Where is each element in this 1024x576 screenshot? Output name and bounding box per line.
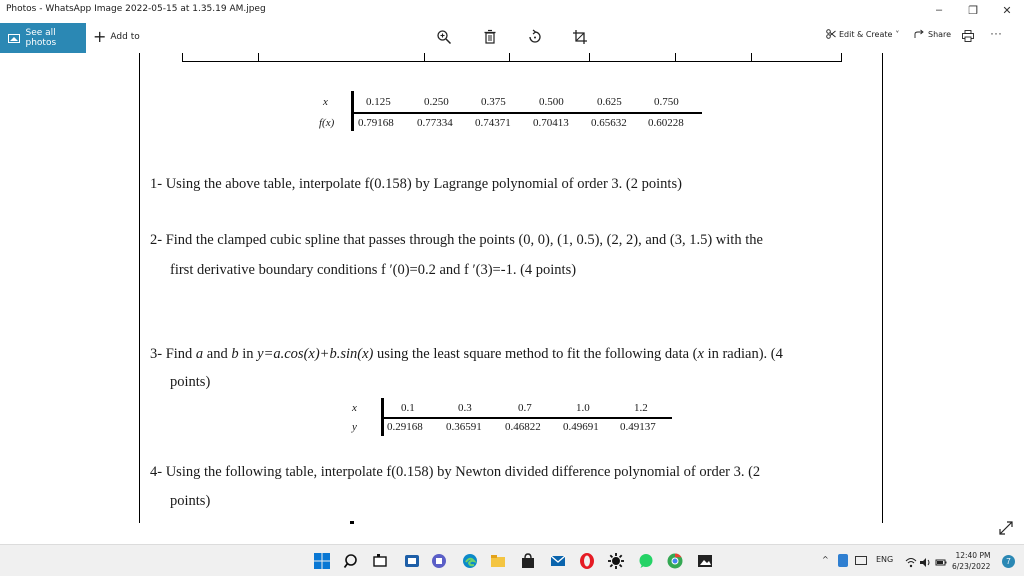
opera-icon[interactable] <box>578 552 596 570</box>
question-3-line-2: points) <box>170 374 211 390</box>
table1-f-cell: 0.70413 <box>533 117 569 129</box>
zoom-icon <box>436 29 452 45</box>
cropped-table-mark <box>350 521 354 524</box>
clock[interactable] <box>952 550 990 572</box>
table1-x-label: x <box>323 96 328 108</box>
task-view-icon[interactable] <box>371 552 389 570</box>
edge-icon[interactable] <box>461 552 479 570</box>
minimize-button[interactable]: – <box>935 4 943 16</box>
bluetooth-icon[interactable] <box>838 554 848 567</box>
file-explorer-icon[interactable] <box>489 552 507 570</box>
taskbar <box>0 544 1024 576</box>
crop-button[interactable] <box>569 28 591 46</box>
table2-y-cell: 0.49691 <box>563 421 599 433</box>
language-indicator[interactable]: ENG <box>876 555 894 564</box>
maximize-button[interactable]: ❐ <box>968 4 978 17</box>
share-icon <box>914 29 925 39</box>
volume-icon[interactable] <box>919 555 932 573</box>
chrome-icon[interactable] <box>666 552 684 570</box>
table1-x-cell: 0.750 <box>654 96 679 108</box>
table1-x-cell: 0.125 <box>366 96 391 108</box>
add-to-button[interactable] <box>93 28 140 46</box>
settings-icon[interactable] <box>607 552 625 570</box>
photo-viewer <box>0 53 1024 544</box>
photos-icon[interactable] <box>696 552 714 570</box>
add-to-label: Add to <box>110 32 140 42</box>
photo-icon <box>8 34 20 43</box>
print-icon <box>962 30 974 42</box>
share-button[interactable] <box>914 29 951 39</box>
table1-f-cell: 0.65632 <box>591 117 627 129</box>
print-button[interactable] <box>962 29 974 47</box>
delete-icon <box>483 29 497 45</box>
toolbar <box>0 20 1024 53</box>
rotate-icon <box>527 29 543 45</box>
tray-chevron-icon[interactable]: ^ <box>822 555 829 564</box>
table1-x-cell: 0.250 <box>424 96 449 108</box>
store-icon[interactable] <box>519 552 537 570</box>
plus-icon: + <box>93 27 107 46</box>
expand-icon <box>998 520 1014 536</box>
table2-x-cell: 0.7 <box>518 402 532 414</box>
more-options-button[interactable]: ··· <box>990 26 1002 40</box>
app-icon[interactable] <box>403 552 421 570</box>
keyboard-icon[interactable] <box>855 556 867 565</box>
crop-icon <box>572 29 588 45</box>
clock-date: 6/23/2022 <box>952 562 991 571</box>
table1-f-cell: 0.74371 <box>475 117 511 129</box>
question-4-line-2: points) <box>170 493 211 509</box>
table2-y-cell: 0.49137 <box>620 421 656 433</box>
table1-x-cell: 0.375 <box>481 96 506 108</box>
delete-button[interactable] <box>479 28 501 46</box>
see-all-photos-label: See all photos <box>25 28 57 48</box>
table2-y-cell: 0.46822 <box>505 421 541 433</box>
table2-x-cell: 1.0 <box>576 402 590 414</box>
table2-x-cell: 1.2 <box>634 402 648 414</box>
search-icon[interactable] <box>343 552 361 570</box>
table1-f-cell: 0.60228 <box>648 117 684 129</box>
table2-x-cell: 0.1 <box>401 402 415 414</box>
table2-y-cell: 0.36591 <box>446 421 482 433</box>
window-title: Photos - WhatsApp Image 2022-05-15 at 1.35.19 AM.jpeg <box>6 4 266 14</box>
title-bar <box>0 0 1024 20</box>
cropped-table-top <box>182 53 842 62</box>
chevron-down-icon: ˅ <box>895 29 900 39</box>
edit-create-button[interactable] <box>826 29 899 39</box>
wifi-icon[interactable] <box>905 555 917 573</box>
battery-icon[interactable] <box>935 555 948 573</box>
question-3-line-1: 3- Find a and b in y=a.cos(x)+b.sin(x) using the least square method to fit the following data (x in radian). (4 <box>150 346 783 362</box>
zoom-button[interactable] <box>433 28 455 46</box>
page-border-left <box>139 53 140 523</box>
question-2-line-1: 2- Find the clamped cubic spline that passes through the points (0, 0), (1, 0.5), (2, 2), and (3, 1.5) with the <box>150 232 763 248</box>
table2-y-label: y <box>352 421 357 433</box>
edit-create-label: Edit & Create <box>839 29 893 39</box>
table2-y-cell: 0.29168 <box>387 421 423 433</box>
teams-icon[interactable] <box>430 552 448 570</box>
table1-f-cell: 0.79168 <box>358 117 394 129</box>
question-4-line-1: 4- Using the following table, interpolate f(0.158) by Newton divided difference polynomial of order 3. (2 <box>150 464 761 480</box>
mail-icon[interactable] <box>549 552 567 570</box>
expand-button[interactable] <box>998 520 1014 541</box>
notification-badge[interactable]: 7 <box>1002 555 1015 568</box>
clock-time: 12:40 PM <box>955 551 991 560</box>
table1-x-cell: 0.500 <box>539 96 564 108</box>
windows-start-icon[interactable] <box>313 552 331 570</box>
see-all-photos-button[interactable] <box>0 23 86 53</box>
table1-f-cell: 0.77334 <box>417 117 453 129</box>
rotate-button[interactable] <box>524 28 546 46</box>
table2-x-label: x <box>352 402 357 414</box>
question-1: 1- Using the above table, interpolate f(0.158) by Lagrange polynomial of order 3. (2 points) <box>150 176 682 192</box>
question-2-line-2: first derivative boundary conditions f ′(0)=0.2 and f ′(3)=-1. (4 points) <box>170 262 577 278</box>
close-button[interactable]: ✕ <box>1002 4 1012 17</box>
whatsapp-icon[interactable] <box>637 552 655 570</box>
page-border-right <box>882 53 883 523</box>
edit-create-icon <box>826 29 836 39</box>
table1-f-label: f(x) <box>319 117 335 129</box>
table1-x-cell: 0.625 <box>597 96 622 108</box>
table2-x-cell: 0.3 <box>458 402 472 414</box>
share-label: Share <box>928 29 952 39</box>
